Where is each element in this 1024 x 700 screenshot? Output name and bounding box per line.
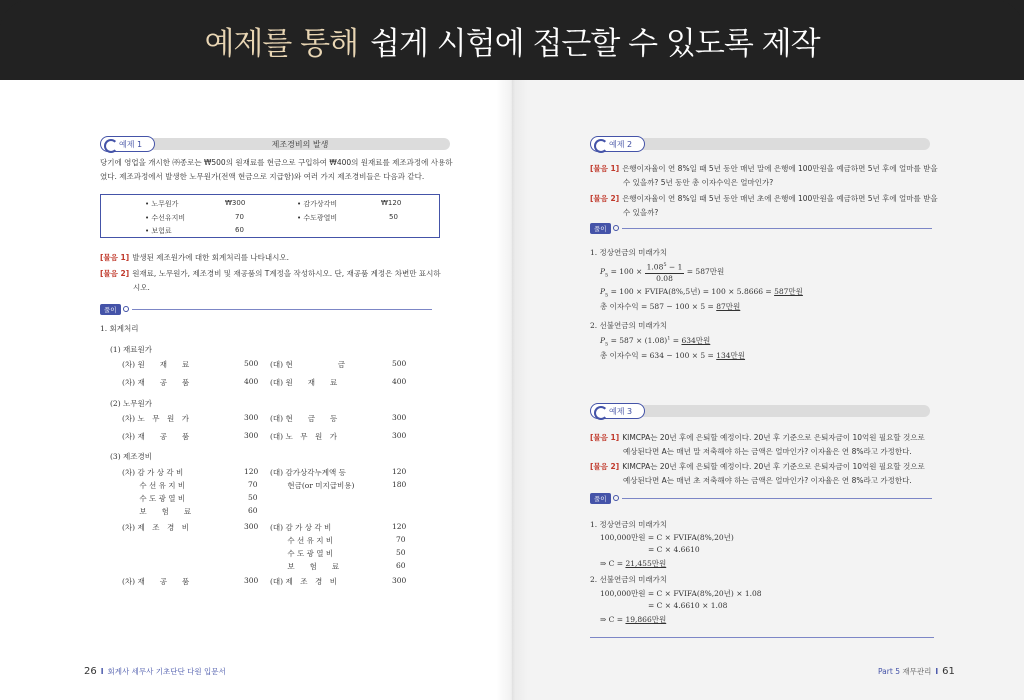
question-text: 발생된 제조원가에 대한 회계처리를 나타내시오.	[132, 253, 290, 262]
banner-highlight: 예제를 통해	[204, 25, 359, 62]
example-3-tag: 예제 3	[590, 403, 645, 419]
section-end-rule	[590, 637, 934, 638]
step-1-2: (2) 노무원가	[110, 399, 152, 408]
entry-amount: 120	[392, 467, 407, 476]
entry-amount: 300	[244, 431, 259, 440]
entry-amount: 300	[392, 576, 407, 585]
entry-amount: 60	[248, 506, 258, 515]
question-text: KIMCPA는 20년 후에 은퇴할 예정이다. 20년 후 기준으로 은퇴자금이 10억원 필요할 것으로	[622, 433, 925, 442]
entry-debit: 보 험 료	[122, 507, 192, 516]
entry-amount: 500	[244, 359, 259, 368]
question-1	[590, 162, 938, 175]
solution-dot-icon	[123, 306, 129, 312]
example-1-title: 제조경비의 발생	[150, 138, 450, 150]
entry-amount: 500	[392, 359, 407, 368]
left-page	[0, 80, 512, 700]
formula-line: 100,000만원 = C × FVIFA(8%,20년)	[600, 533, 734, 542]
page-number: 26	[84, 666, 97, 677]
question-text: 은행이자율이 연 8%일 때 5년 동안 매년 말에 은행에 100만원을 예금하면 5년 후에 얼마를 받을	[622, 164, 938, 173]
solution-badge: 풀이	[100, 304, 121, 315]
question-label: [물음 1]	[100, 253, 130, 262]
entry-credit: (대) 제 조 경 비	[270, 577, 337, 586]
intro-line-1: 당기에 영업을 개시한 ㈜종로는 ₩500의 원재료를 현금으로 구입하여 ₩400의 원재료를 제조과정에 사용하	[100, 158, 453, 167]
question-1-cont: 예상된다면 A는 매년 말 저축해야 하는 금액은 얼마인가? 이자율은 연 8%라고 가정한다.	[623, 447, 912, 456]
question-text: KIMCPA는 20년 후에 은퇴할 예정이다. 20년 후 기준으로 은퇴자금이 10억원 필요할 것으로	[622, 462, 925, 471]
example-1-tag: 예제 1	[100, 136, 155, 152]
question-1-cont: 수 있을까? 5년 동안 총 이자수익은 얼마인가?	[623, 178, 774, 187]
box-value: 60	[235, 226, 244, 234]
step-2-title: 2. 선불연금의 미래가치	[590, 575, 668, 584]
box-label: • 감가상각비	[297, 200, 338, 208]
example-3-header	[590, 403, 645, 419]
entry-debit: (차) 재 공 품	[122, 577, 190, 586]
question-1	[590, 431, 925, 444]
footer-separator: I	[935, 667, 939, 676]
box-value: ₩120	[381, 199, 402, 207]
entry-amount: 300	[392, 431, 407, 440]
formula-line: = C × 4.6610	[648, 545, 700, 554]
box-label: • 수도광열비	[297, 214, 338, 222]
intro-line-2: 였다. 제조과정에서 발생한 노무원가(전액 현금으로 지급함)와 여러 가지 제조경비들은 다음과 같다.	[100, 172, 425, 181]
entry-amount: 400	[392, 377, 407, 386]
solution-header	[590, 492, 932, 504]
entry-amount: 180	[392, 480, 407, 489]
fraction: $\frac{1.08^5 - 1}{0.08}$	[646, 262, 683, 283]
question-2-cont: 수 있을까?	[623, 208, 659, 217]
entry-debit: 수 도 광 열 비	[122, 494, 186, 503]
solution-badge: 풀이	[590, 223, 611, 234]
solution-dot-icon	[613, 225, 619, 231]
box-value: ₩300	[225, 199, 246, 207]
box-label: • 보험료	[145, 227, 172, 235]
entry-amount: 50	[248, 493, 258, 502]
solution-rule	[622, 228, 932, 229]
box-value: 50	[389, 213, 398, 221]
question-2	[590, 192, 938, 205]
entry-amount: 400	[244, 377, 259, 386]
entry-debit: (차) 감 가 상 각 비	[122, 468, 184, 477]
entry-amount: 50	[396, 548, 406, 557]
entry-credit: (대) 원 재 료	[270, 378, 338, 387]
chapter-label: 재무관리	[902, 667, 932, 676]
part-label: Part 5	[878, 667, 900, 676]
box-label: • 노무원가	[145, 200, 179, 208]
step-2-title: 2. 선불연금의 미래가치	[590, 321, 668, 330]
formula-p5: $P_5 = 100$ × $\frac{1.08^5 - 1}{0.08}$ = 587만원	[600, 262, 725, 283]
example-3-bar	[640, 405, 930, 417]
formula-interest: 총 이자수익 = 587 − 100 × 5 = 87만원	[600, 302, 741, 311]
entry-amount: 120	[244, 467, 259, 476]
solution-rule	[622, 498, 932, 499]
formula-line: = C × 4.6610 × 1.08	[648, 601, 728, 610]
entry-amount: 70	[396, 535, 406, 544]
banner-text: 쉽게 시험에 접근할 수 있도록 제작	[370, 25, 820, 62]
entry-debit: (차) 제 조 경 비	[122, 523, 189, 532]
step-1-title: 1. 정상연금의 미래가치	[590, 520, 668, 529]
question-1	[100, 251, 289, 264]
entry-amount: 300	[244, 522, 259, 531]
question-label: [물음 1]	[590, 433, 620, 442]
cost-data-box	[100, 194, 440, 238]
entry-amount: 300	[244, 413, 259, 422]
entry-credit: (대) 현 금 등	[270, 414, 338, 423]
formula-interest-2: 총 이자수익 = 634 − 100 × 5 = 134만원	[600, 351, 746, 360]
entry-credit: (대) 감 가 상 각 비	[270, 523, 332, 532]
left-footer	[84, 666, 226, 677]
page-number: 61	[942, 666, 955, 677]
solution-rule	[132, 309, 432, 310]
entry-amount: 120	[392, 522, 407, 531]
question-2	[100, 267, 441, 280]
step-1-title: 1. 정상연금의 미래가치	[590, 248, 668, 257]
question-label: [물음 2]	[100, 269, 130, 278]
box-value: 70	[235, 213, 244, 221]
question-text: 원재료, 노무원가, 제조경비 및 재공품의 T계정을 작성하시오. 단, 재공품 계정은 차변만 표시하	[132, 269, 441, 278]
formula-result: ⇒ C = 21,455만원	[600, 559, 667, 568]
right-footer	[878, 666, 955, 677]
entry-debit: (차) 재 공 품	[122, 378, 190, 387]
step-1-title: 1. 회계처리	[100, 324, 139, 333]
banner	[0, 0, 1024, 80]
example-2-bar	[640, 138, 930, 150]
solution-badge: 풀이	[590, 493, 611, 504]
formula-annuity-due: $P_5 = 587 \times (1.08)^1 = 634$만원	[600, 335, 711, 348]
step-1-3: (3) 제조경비	[110, 452, 152, 461]
entry-credit: 수 도 광 열 비	[270, 549, 334, 558]
step-1-1: (1) 재료원가	[110, 345, 152, 354]
footer-separator: I	[100, 667, 104, 676]
entry-debit: (차) 재 공 품	[122, 432, 190, 441]
question-2	[590, 460, 925, 473]
entry-amount: 60	[396, 561, 406, 570]
solution-header	[590, 222, 932, 234]
example-2-tag: 예제 2	[590, 136, 645, 152]
question-label: [물음 2]	[590, 194, 620, 203]
box-label: • 수선유지비	[145, 214, 186, 222]
entry-amount: 70	[248, 480, 258, 489]
entry-amount: 300	[392, 413, 407, 422]
formula-result: ⇒ C = 19,866만원	[600, 615, 667, 624]
solution-header	[100, 303, 432, 315]
formula-line: 100,000만원 = C × FVIFA(8%,20년) × 1.08	[600, 589, 762, 598]
entry-amount: 300	[244, 576, 259, 585]
question-text: 은행이자율이 연 8%일 때 5년 동안 매년 초에 은행에 100만원을 예금하면 5년 후에 얼마를 받을	[622, 194, 938, 203]
entry-credit: (대) 노 무 원 가	[270, 432, 337, 441]
formula-fvifa: $P_5 = 100$ × FVIFA(8%,5년) = 100 × 5.8666 = 587만원	[600, 287, 803, 299]
solution-dot-icon	[613, 495, 619, 501]
example-2-header	[590, 136, 645, 152]
entry-debit: 수 선 유 지 비	[122, 481, 186, 490]
entry-credit: 현금(or 미지급비용)	[270, 481, 355, 490]
example-1-header	[100, 136, 329, 152]
entry-credit: (대) 감가상각누계액 등	[270, 468, 346, 477]
book-title: 회계사 세무사 기초단단 다원 입문서	[107, 667, 226, 676]
entry-credit: 수 선 유 지 비	[270, 536, 334, 545]
question-label: [물음 2]	[590, 462, 620, 471]
entry-credit: 보 험 료	[270, 562, 340, 571]
question-2-cont: 예상된다면 A는 매년 초 저축해야 하는 금액은 얼마인가? 이자율은 연 8%라고 가정한다.	[623, 476, 912, 485]
entry-debit: (차) 노 무 원 가	[122, 414, 189, 423]
entry-credit: (대) 현 금	[270, 360, 345, 369]
question-label: [물음 1]	[590, 164, 620, 173]
entry-debit: (차) 원 재 료	[122, 360, 190, 369]
right-page	[512, 80, 1024, 700]
question-2-cont: 시오.	[133, 283, 150, 292]
